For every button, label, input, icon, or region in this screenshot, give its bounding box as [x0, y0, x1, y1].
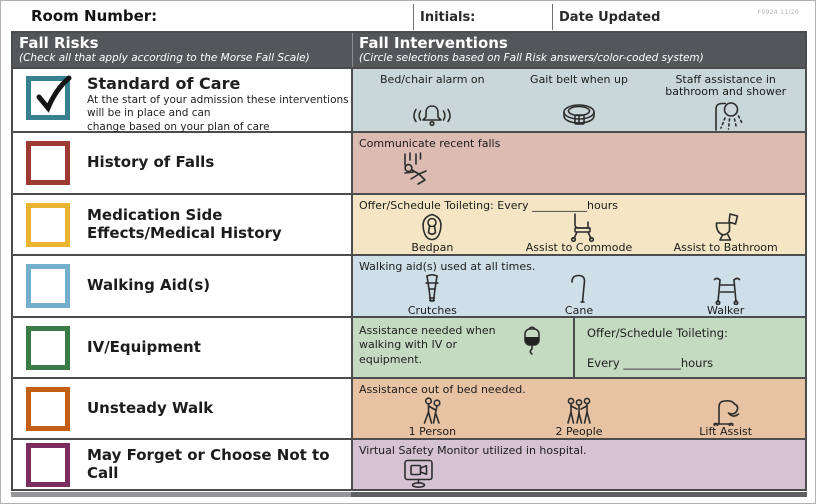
- risk-description: At the start of your admission these interventions will be in place and can: [87, 93, 349, 119]
- intervention-option-label: Bedpan: [411, 241, 454, 254]
- intervention-option-label: Assist to Commode: [525, 241, 633, 254]
- intervention-option-commode[interactable]: [506, 212, 653, 254]
- risk-cell: [13, 195, 353, 254]
- table-header: [13, 33, 805, 67]
- cutoff-strip-right: [351, 492, 807, 497]
- intervention-cell: [353, 256, 805, 316]
- initials-label: Initials:: [420, 10, 476, 25]
- intervention-option-bedpan[interactable]: [359, 212, 506, 254]
- intervention-option-label: Gait belt when up: [530, 73, 628, 86]
- fall-interventions-header: [353, 33, 805, 67]
- intervention-option-bed-chair-alarm[interactable]: [359, 74, 506, 129]
- risk-cell: [13, 133, 353, 193]
- intervention-option-label: Assist to Bathroom: [673, 241, 778, 254]
- shower-icon: [708, 99, 744, 131]
- intervention-option-2-people[interactable]: [506, 396, 653, 438]
- risk-label: Walking Aid(s): [87, 276, 211, 295]
- table-row-may-forget: [13, 438, 805, 489]
- table-row-standard-of-care: [13, 67, 805, 134]
- intervention-option-label: 1 Person: [408, 425, 457, 438]
- intervention-cell: [353, 69, 805, 131]
- two-people-assist-icon: [563, 396, 595, 426]
- form-code: F0924 11/20: [757, 9, 799, 16]
- bedpan-icon: [417, 212, 447, 242]
- one-person-assist-icon: [417, 396, 447, 426]
- cutoff-next-section: [11, 492, 807, 497]
- intervention-option-label: Crutches: [407, 304, 457, 316]
- date-updated-field[interactable]: [651, 5, 771, 29]
- intervention-option-label: Bed/chair alarm on: [380, 73, 485, 86]
- risk-label: Medication Side Effects/Medical History: [87, 206, 282, 242]
- intervention-option-staff-assistance[interactable]: [652, 74, 799, 129]
- intervention-cell: [353, 379, 805, 438]
- risk-cell: [13, 256, 353, 316]
- intervention-option-1-person[interactable]: [359, 396, 506, 438]
- intervention-cell: [353, 195, 805, 254]
- falling-person-icon[interactable]: [395, 150, 433, 190]
- intervention-option-label: Walker: [707, 304, 745, 316]
- crutches-icon: [420, 273, 444, 305]
- risk-cell: [13, 69, 353, 134]
- walking-aids-checkbox[interactable]: [26, 264, 70, 308]
- fall-risk-table: [11, 31, 807, 491]
- initials-field[interactable]: [471, 5, 549, 29]
- commode-icon: [563, 212, 595, 242]
- medication-checkbox[interactable]: [26, 203, 70, 247]
- fall-risks-subtitle: (Check all that apply according to the Morse Fall Scale): [19, 51, 310, 64]
- risk-label: History of Falls: [87, 153, 215, 172]
- cutoff-strip-left: [11, 492, 351, 497]
- intervention-option-lift-assist[interactable]: [652, 396, 799, 438]
- toileting-schedule-subcell[interactable]: [575, 318, 805, 377]
- intervention-text: Offer/Schedule Toileting:: [587, 326, 728, 340]
- iv-assistance-subcell[interactable]: [353, 318, 575, 377]
- may-forget-checkbox[interactable]: [26, 443, 70, 487]
- table-row-walking-aids: [13, 254, 805, 316]
- unsteady-walk-checkbox[interactable]: [26, 387, 70, 431]
- intervention-option-gait-belt[interactable]: [506, 74, 653, 129]
- intervention-cell: [353, 133, 805, 193]
- iv-equipment-checkbox[interactable]: [26, 326, 70, 370]
- intervention-option-label: Lift Assist: [699, 425, 753, 438]
- iv-bag-icon: [519, 325, 545, 361]
- cane-icon: [568, 273, 590, 305]
- walker-icon: [710, 273, 742, 305]
- intervention-heading: Offer/Schedule Toileting: Every __________hours: [359, 199, 618, 212]
- history-of-falls-checkbox[interactable]: [26, 141, 70, 185]
- intervention-option-walker[interactable]: [652, 273, 799, 316]
- intervention-heading: Walking aid(s) used at all times.: [359, 260, 536, 273]
- table-row-medication: [13, 193, 805, 254]
- intervention-text: Every __________hours: [587, 356, 714, 370]
- risk-description: change based on your plan of care: [87, 121, 270, 134]
- intervention-option-crutches[interactable]: [359, 273, 506, 316]
- fall-interventions-title: Fall Interventions: [359, 34, 508, 52]
- risk-label: Unsteady Walk: [87, 398, 214, 417]
- virtual-monitor-icon[interactable]: [401, 458, 437, 488]
- room-number-field[interactable]: [151, 5, 401, 29]
- risk-cell: [13, 440, 353, 489]
- risk-cell: [13, 318, 353, 377]
- toilet-icon: [710, 212, 742, 242]
- intervention-text: Communicate recent falls: [359, 137, 501, 150]
- risk-cell: [13, 379, 353, 438]
- intervention-text: Virtual Safety Monitor utilized in hospital.: [359, 444, 587, 457]
- topbar-divider: [413, 4, 414, 30]
- risk-label: Standard of Care: [87, 74, 241, 93]
- risk-label: May Forget or Choose Not to Call: [87, 446, 330, 482]
- bed-chair-alarm-icon: [409, 101, 455, 129]
- date-updated-label: Date Updated: [559, 10, 661, 25]
- intervention-option-label: Cane: [564, 304, 594, 316]
- intervention-option-bathroom[interactable]: [652, 212, 799, 254]
- room-number-label: Room Number:: [31, 7, 158, 25]
- gait-belt-icon: [558, 101, 600, 129]
- fall-risks-header: [13, 33, 353, 67]
- table-row-unsteady-walk: [13, 377, 805, 438]
- intervention-option-label: 2 People: [555, 425, 603, 438]
- lift-assist-icon: [709, 396, 743, 426]
- intervention-heading: Assistance out of bed needed.: [359, 383, 526, 396]
- checkmark-icon: [32, 75, 74, 117]
- intervention-option-label: Staff assistance in bathroom and shower: [665, 73, 787, 99]
- top-bar: [1, 1, 815, 31]
- intervention-option-cane[interactable]: [506, 273, 653, 316]
- intervention-cell: [353, 440, 805, 489]
- intervention-cell: [353, 318, 805, 377]
- standard-of-care-checkbox[interactable]: [26, 76, 70, 120]
- risk-label: IV/Equipment: [87, 337, 201, 356]
- table-row-iv-equipment: [13, 316, 805, 377]
- intervention-text: Assistance needed when walking with IV or equipment.: [359, 324, 496, 366]
- table-row-history-of-falls: [13, 131, 805, 193]
- fall-risks-title: Fall Risks: [19, 34, 99, 52]
- fall-interventions-subtitle: (Circle selections based on Fall Risk answers/color-coded system): [359, 51, 704, 64]
- topbar-divider: [552, 4, 553, 30]
